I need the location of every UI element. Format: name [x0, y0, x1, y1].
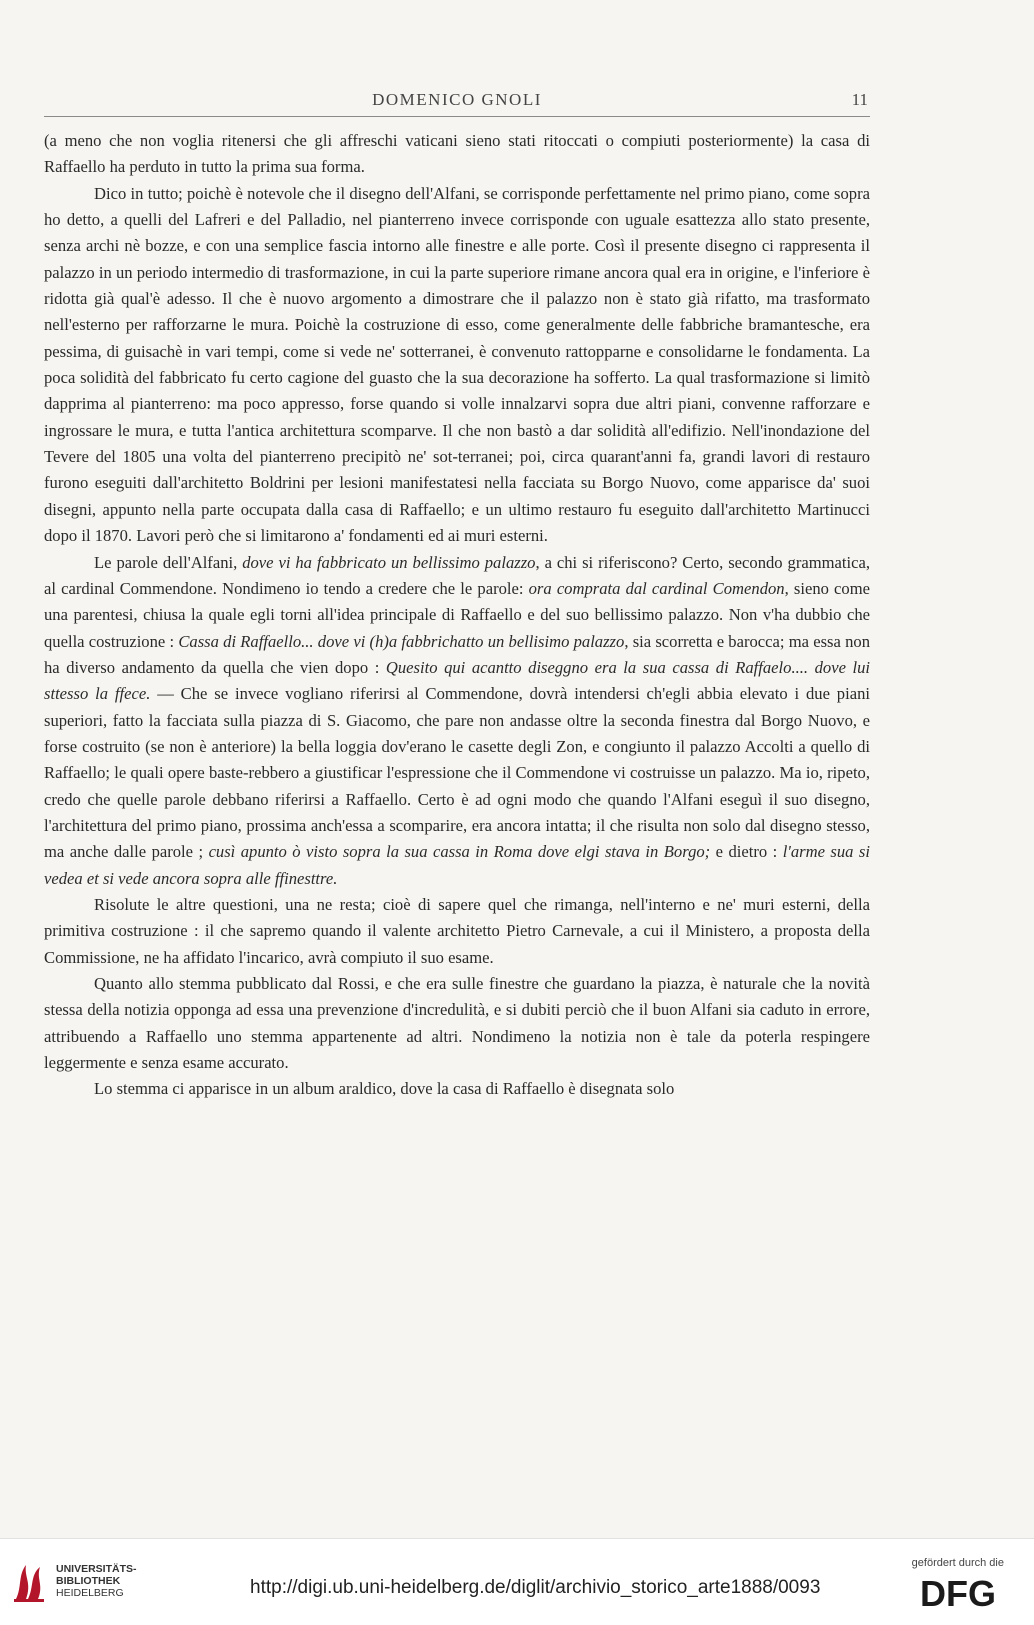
body-text	[44, 128, 870, 1103]
running-header	[44, 88, 870, 117]
italic-quote: cusì apunto ò visto sopra la sua cassa in Roma dove elgi stava in Borgo;	[208, 842, 711, 862]
text-run: , a chi si riferiscono? Certo, secondo grammatica, al cardinal Commendone. Nondimeno io tendo a credere che le parole:	[44, 552, 871, 598]
digitization-footer	[0, 1538, 1034, 1625]
text-run: Risolute le altre questioni, una ne resta; cioè di sapere quel che rimanga, nell'interno e ne' muri esterni, della primitiva costruzione : il che sapremo quando il valente architetto Pietro Carnevale, a cui il Ministero, a proposta della Commissione, ne ha affidato l'incarico, avrà compiuto il suo esame.	[44, 894, 870, 967]
text-run: , sia scorretta e barocca; ma essa non ha diverso andamento da quella che vien dopo :	[44, 631, 870, 677]
funding-note: gefördert durch die	[911, 1557, 1004, 1569]
text-run: (a meno che non voglia ritenersi che gli affreschi vaticani sieno stati ritoccati o compiuti posteriormente) la casa di Raffaello ha perduto in tutto la prima sua forma.	[44, 131, 870, 177]
paragraph	[44, 128, 870, 181]
text-run: e dietro :	[710, 842, 783, 862]
paragraph	[44, 892, 870, 971]
text-run: Lo stemma ci apparisce in un album araldico, dove la casa di Raffaello è disegnata solo	[94, 1079, 675, 1099]
text-run: Quanto allo stemma pubblicato dal Rossi, e che era sulle finestre che guardano la piazza, è naturale che la novità stessa della notizia opponga ad essa una prevenzione d'incredulità, e si dubiti perciò che il buon Alfani sia caduto in errore, attribuendo a Raffaello uno stemma appartenente ad altri. Nondimeno la notizia non è tale da poterla respingere leggermente e senza esame accurato.	[44, 974, 870, 1073]
italic-quote: ora comprata dal cardinal Comendon	[528, 578, 785, 598]
paragraph	[44, 550, 870, 892]
paragraph	[44, 181, 870, 550]
text-run: , sieno come una parentesi, chiusa la quale egli torni all'idea principale di Raffaello e del suo bellissimo palazzo. Non v'ha dubbio che quella costruzione :	[44, 578, 870, 651]
dfg-logo-icon	[910, 1575, 1006, 1609]
paragraph	[44, 1076, 870, 1102]
source-url-link[interactable]: http://digi.ub.uni-heidelberg.de/diglit/archivio_storico_arte1888/0093	[250, 1577, 821, 1598]
university-library-name	[56, 1563, 137, 1599]
library-line-2: BIBLIOTHEK	[56, 1575, 121, 1587]
italic-quote: Quesito qui acantto diseggno era la sua cassa di Raffaelo.... dove lui sttesso la ffece.	[44, 657, 870, 704]
italic-quote: l'arme sua si vedea et si vede ancora sopra alle ffinesttre.	[44, 842, 870, 888]
paragraph	[44, 971, 870, 1076]
dfg-logo-text: DFG	[920, 1575, 996, 1609]
university-library-logo-icon	[12, 1561, 48, 1603]
italic-quote: Cassa di Raffaello... dove vi (h)a fabbrichatto un bellisimo palazzo	[178, 631, 625, 651]
text-run: Le parole dell'Alfani,	[94, 552, 243, 572]
text-run: — Che se invece vogliano riferirsi al Commendone, dovrà intendersi ch'egli abbia elevato i due piani superiori, fatto la facciata sulla piazza di S. Giacomo, che pare non andasse oltre la seconda finestra dal Borgo Nuovo, e forse costruito (se non è anteriore) la bella loggia dov'erano le casette degli Zon, e congiunto il palazzo Accolti a quello di Raffaello; le quali opere baste-rebbero a giustificar l'espressione che il Commendone vi costruisse un palazzo. Ma io, ripeto, credo che quelle parole debbano riferirsi a Raffaello. Certo è ad ogni modo che quando l'Alfani eseguì il suo disegno, l'architettura del primo piano, prossima anch'essa a scomparire, era ancora intatta; il che risulta non solo dal disegno stesso, ma anche dalle parole ;	[44, 684, 870, 862]
running-title: DOMENICO GNOLI	[372, 90, 542, 109]
text-run: Dico in tutto; poichè è notevole che il disegno dell'Alfani, se corrisponde perfettamente nel primo piano, come sopra ho detto, a quelli del Lafreri e del Palladio, nel pianterreno invece corrisponde con uguale esattezza allo stato presente, senza archi nè bozze, e con una semplice fascia intorno alle finestre e alle porte. Così il presente disegno ci rappresenta il palazzo in un periodo intermedio di trasformazione, in cui la parte superiore rimane ancora qual era in origine, e l'inferiore è ridotta già qual'è adesso. Il che è nuovo argomento a dimostrare che il palazzo non è stato già rifatto, ma trasformato nell'esterno per rafforzarne le mura. Poichè la costruzione di esso, come generalmente delle fabbriche bramantesche, era pessima, di guisachè in vari tempi, come si vede ne' sotterranei, è convenuto rattopparne e consolidarne le fondamenta. La poca solidità del fabbricato fu certo cagione del guasto che la sua decorazione ha sofferto. La qual trasformazione si limitò dapprima al pianterreno: ma poco appresso, forse quando si volle innalzarvi sopra due altri piani, convenne rafforzare e ingrossare le mura, e tutta l'antica architettura scomparve. Il che non bastò a dar solidità all'edifizio. Nell'inondazione del Tevere del 1805 una volta del pianterreno precipitò ne' sot-terranei; poi, circa quarant'anni fa, grandi lavori di restauro furono eseguiti dall'architetto Boldrini per lesioni manifestatesi nella facciata su Borgo Nuovo, come apparisce da' suoi disegni, appunto nella parte occupata dalla casa di Raffaello; e un ultimo restauro fu eseguito dall'architetto Martinucci dopo il 1870. Lavori però che si limitarono a' fondamenti ed ai muri esterni.	[44, 183, 870, 546]
library-line-3: HEIDELBERG	[56, 1587, 124, 1599]
italic-quote: dove vi ha fabbricato un bellissimo palazzo	[242, 552, 536, 572]
page-number: 11	[851, 90, 868, 109]
library-line-1: UNIVERSITÄTS-	[56, 1563, 137, 1575]
